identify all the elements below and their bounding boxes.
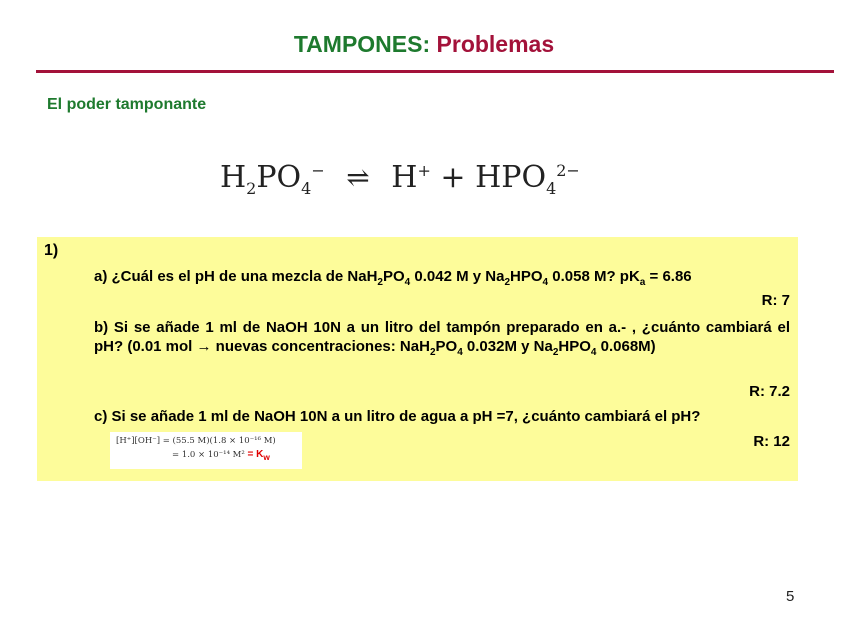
page-number: 5 xyxy=(786,588,795,605)
kw-line2-wrap xyxy=(116,448,302,464)
title-part2: Problemas xyxy=(436,31,555,57)
qa-sub: 4 xyxy=(542,277,549,288)
qb-text: 0.068M) xyxy=(596,338,656,355)
question-b xyxy=(94,318,790,362)
eq-charge: + xyxy=(417,161,431,180)
eq-plus: + xyxy=(440,160,466,195)
qa-text: = 6.86 xyxy=(645,268,692,285)
qb-text: HPO xyxy=(558,338,591,355)
eq-h: H xyxy=(220,160,247,195)
answer-b: R: 7.2 xyxy=(749,383,790,400)
kw-line2: = 1.0 × 10⁻¹⁴ M² xyxy=(172,450,245,460)
qa-text: PO xyxy=(382,268,405,285)
qb-sub: 4 xyxy=(590,347,597,358)
qa-sub: 2 xyxy=(377,277,383,288)
answer-c: R: 12 xyxy=(753,433,790,450)
eq-charge: 2− xyxy=(556,161,580,180)
title-part1: TAMPONES: xyxy=(293,31,431,57)
kw-label-text: = K xyxy=(247,449,264,460)
kw-label xyxy=(248,449,270,460)
eq-charge: − xyxy=(311,161,325,180)
problem-number: 1) xyxy=(44,242,59,259)
question-c: c) Si se añade 1 ml de NaOH 10N a un litro de agua a pH =7, ¿cuánto cambiará el pH? xyxy=(94,408,701,425)
qa-sub: a xyxy=(639,277,646,288)
eq-sub: 4 xyxy=(301,179,312,198)
answer-a: R: 7 xyxy=(761,292,790,309)
kw-line1: [H⁺][OH⁻] = (55.5 M)(1.8 × 10⁻¹⁶ M) xyxy=(116,436,276,446)
title-divider xyxy=(36,70,834,73)
eq-sub: 4 xyxy=(546,179,557,198)
eq-sub: 2 xyxy=(246,179,257,198)
qb-sub: 2 xyxy=(552,347,559,358)
kw-formula-image xyxy=(110,432,302,469)
equilibrium-equation xyxy=(220,160,580,198)
qb-text: PO xyxy=(435,338,458,355)
qb-sub: 2 xyxy=(429,347,436,358)
eq-hpo: HPO xyxy=(475,160,547,195)
qa-text: HPO xyxy=(510,268,543,285)
qb-text: b) Si se añade 1 ml de NaOH 10N a un litro del tampón preparado en a.- , ¿cuánto cambiará el pH? (0.01 mol → nuevas concentraciones: NaH xyxy=(94,319,790,355)
qa-sub: 4 xyxy=(404,277,411,288)
eq-h-plus: H xyxy=(391,160,418,195)
qa-text: 0.058 M? pK xyxy=(548,268,640,285)
eq-po: PO xyxy=(256,160,302,195)
section-subtitle: El poder tamponante xyxy=(47,96,207,113)
qb-sub: 4 xyxy=(457,347,463,358)
question-a xyxy=(94,267,790,292)
equilibrium-arrows-icon: ⇌ xyxy=(346,161,370,194)
qa-sub: 2 xyxy=(504,277,511,288)
slide-title xyxy=(0,31,848,58)
qa-text: a) ¿Cuál es el pH de una mezcla de NaH xyxy=(94,268,378,285)
kw-label-sub: w xyxy=(263,452,270,462)
qb-text: 0.032M y Na xyxy=(462,338,553,355)
qa-text: 0.042 M y Na xyxy=(410,268,505,285)
